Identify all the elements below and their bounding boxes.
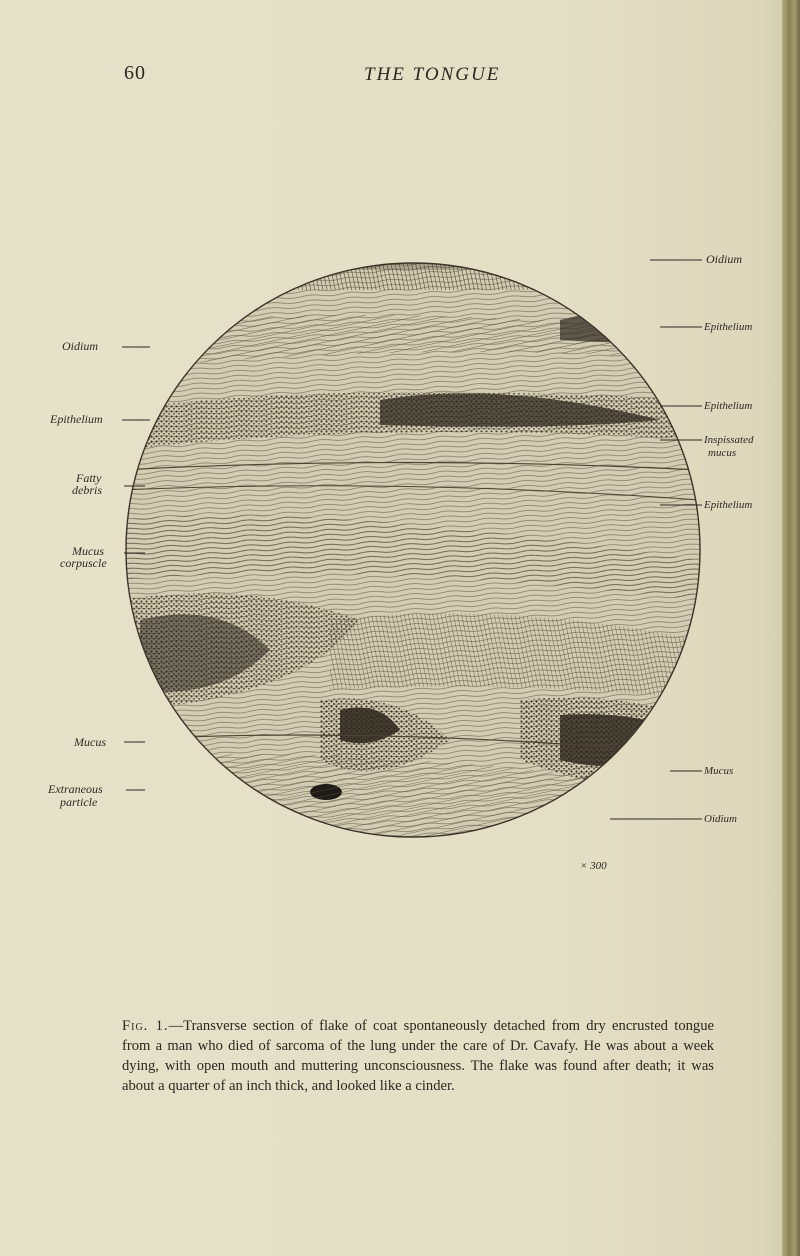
label-epithelium-right-2: Epithelium [704,400,753,412]
label-epithelium-right-1: Epithelium [704,321,753,333]
caption-text: —Transverse section of flake of coat spontaneously detached from dry encrusted tongue from a man who died of sarcoma of the lung under the care of Dr. Cavafy. He was about a week dying, with open mouth and muttering unconsciousness. The flake was found after death; it was about a quarter of an inch thick, and looked like a cinder. [122,1018,714,1094]
caption-figure-reference: Fig. 1. [122,1018,169,1034]
label-mucus-left: Mucus [74,735,106,749]
label-debris: debris [72,483,102,497]
label-epithelium-right-3: Epithelium [704,499,753,511]
label-oidium-right-bottom: Oidium [704,813,737,825]
label-mucus-corpuscle-2: corpuscle [60,556,107,570]
label-epithelium-left: Epithelium [50,412,103,426]
label-oidium-right-top: Oidium [706,252,742,266]
label-mucus-right: Mucus [704,765,734,777]
label-particle: particle [60,795,98,809]
label-oidium-left: Oidium [62,339,98,353]
label-mucus-inspissated: mucus [708,447,737,459]
magnification-label: × 300 [580,860,607,872]
running-head: THE TONGUE [364,64,501,85]
label-fatty: Fatty [76,471,102,485]
microscope-field [120,170,710,840]
label-extraneous: Extraneous [48,782,103,796]
figure-caption [122,1016,714,1096]
label-mucus-corpuscle-1: Mucus [72,544,104,558]
label-inspissated: Inspissated [704,434,754,446]
page-number: 60 [124,62,146,84]
